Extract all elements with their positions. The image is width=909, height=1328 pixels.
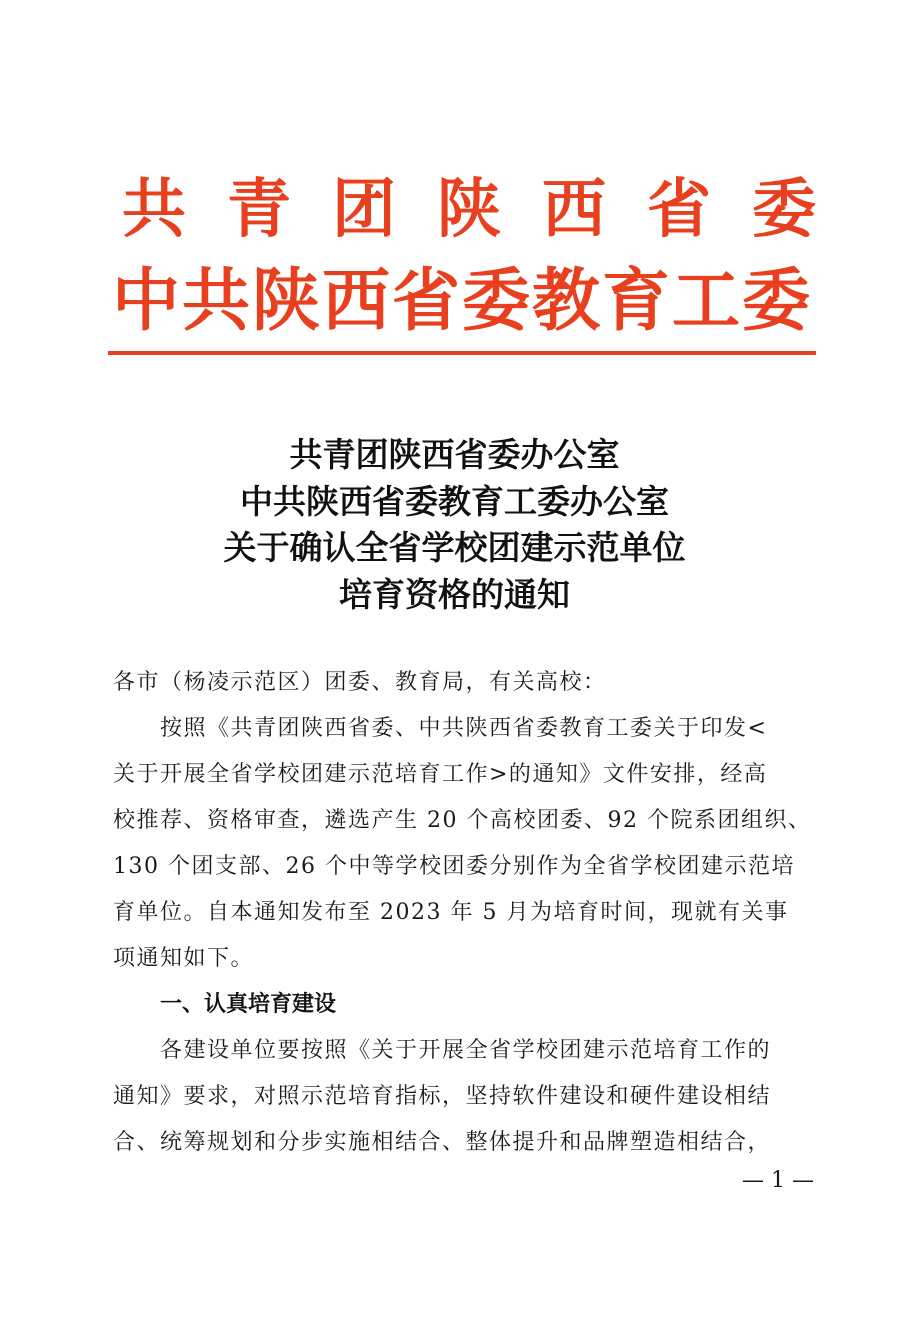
paragraph-2-line: 通知》要求，对照示范培育指标，坚持软件建设和硬件建设相结 bbox=[113, 1084, 772, 1109]
paragraph-1-line: 关于开展全省学校团建示范培育工作>的通知》文件安排，经高 bbox=[113, 762, 768, 787]
title-line-4: 培育资格的通知 bbox=[339, 575, 570, 614]
title-line-1: 共青团陕西省委办公室 bbox=[289, 435, 620, 474]
paragraph-2-line: 合、统筹规划和分步实施相结合、整体提升和品牌塑造相结合， bbox=[113, 1130, 772, 1155]
paragraph-1-line: 项通知如下。 bbox=[113, 946, 255, 971]
title-line-2: 中共陕西省委教育工委办公室 bbox=[240, 482, 669, 521]
page-number: — 1 — bbox=[742, 1168, 814, 1193]
issuer-line-1: 共青团陕西省委 bbox=[122, 173, 857, 247]
issuer-line-2: 中共陕西省委教育工委 bbox=[111, 262, 812, 341]
paragraph-1-line: 校推荐、资格审查，遴选产生 20 个高校团委、92 个院系团组织、 bbox=[113, 808, 812, 833]
paragraph-1-line: 育单位。自本通知发布至 2023 年 5 月为培育时间，现就有关事 bbox=[113, 900, 789, 925]
addressee: 各市（杨凌示范区）团委、教育局，有关高校： bbox=[113, 670, 607, 695]
paragraph-1-line: 130 个团支部、26 个中等学校团委分别作为全省学校团建示范培 bbox=[113, 854, 795, 879]
title-line-3: 关于确认全省学校团建示范单位 bbox=[223, 528, 686, 567]
paragraph-2-line: 各建设单位要按照《关于开展全省学校团建示范培育工作的 bbox=[160, 1038, 772, 1063]
paragraph-1-line: 按照《共青团陕西省委、中共陕西省委教育工委关于印发< bbox=[160, 716, 768, 741]
section-heading: 一、认真培育建设 bbox=[160, 992, 337, 1017]
red-divider-line bbox=[108, 351, 816, 355]
